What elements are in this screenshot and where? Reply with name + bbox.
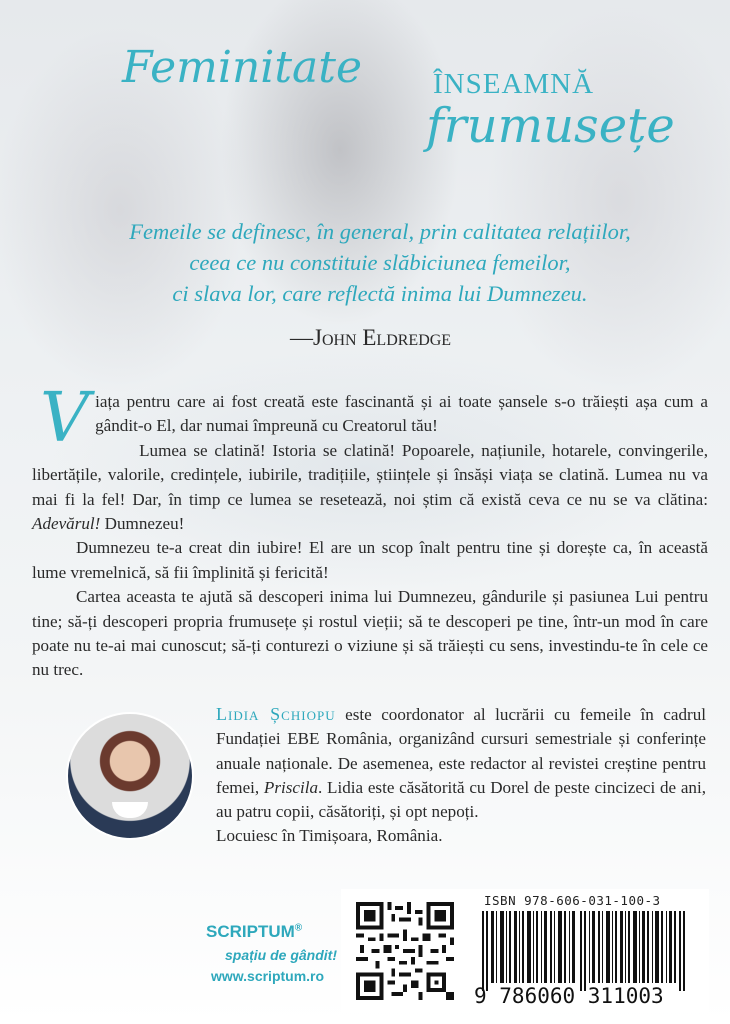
magazine-name: Priscila [263,777,319,797]
quote-author: —John Eldredge [290,325,452,350]
epigraph-quote [60,216,700,309]
paragraph-1: Viața pentru care ai fost creată este fascinantă și ai toate șansele s-o trăiești așa cum a gândit-o El, dar numai împreună cu Creatorul tău! [40,379,708,458]
paragraph-2: Lumea se clatină! Istoria se clatină! Popoarele, națiunile, hotarele, convingerile, libertățile, valorile, credințele, iubirile, tradițiile, științele și însăși viața se clatină. Lumea nu va mai fi la fel! Dar, în timp ce lumea se resetează, noi știm că există ceva ce nu se va clătina: Adevărul! Dumnezeu! [32,440,708,534]
title-inseamna: ÎNSEAMNĂ [433,68,595,100]
paragraph-3: Dumnezeu te-a creat din iubire! El are un scop înalt pentru tine și dorește ca, în această lume vremelnică, să fii împlinită și fericită! [32,538,708,582]
book-description [32,379,708,683]
isbn-label: ISBN 978-606-031-100-3 [484,893,661,908]
qr-code-icon [356,902,454,1000]
emphasis-adevarul: Adevărul! [32,514,101,534]
quote-line: Femeile se definesc, în general, prin calitatea relațiilor, [129,219,631,244]
quote-line: ceea ce nu constituie slăbiciunea femeilor, [189,250,571,275]
drop-cap: V [40,379,90,458]
author-photo [68,714,192,838]
publisher-url[interactable]: www.scriptum.ro [211,968,325,984]
publisher-slogan: spațiu de gândit! [225,947,337,963]
publisher-logo: SCRIPTUM® [206,922,303,941]
barcode-icon [474,911,704,991]
author-name: Lidia Șchiopu [216,704,336,724]
author-bio: Lidia Șchiopu este coordonator al lucrării cu femeile în cadrul Fundației EBE România, organizând cursuri semestriale și conferințe anuale naționale. De asemenea, este redactor al revistei creștine pentru femei, Priscila. Lidia este căsătorită cu Dorel de peste cincizeci de ani, au patru copii, căsătoriți, și opt nepoți. Locuiesc în Timișoara, România. [216,702,706,849]
title-feminitate: Feminitate [122,42,363,93]
barcode-digits: 9 786060 311003 [474,984,664,1008]
paragraph-4: Cartea aceasta te ajută să descoperi inima lui Dumnezeu, gândurile și pasiunea Lui pentru tine; să-ți descoperi propria frumusețe și rostul vieții; să te descoperi pe tine, într-un mod în care poate nu te-ai mai cunoscut; să-ți conturezi o viziune și să trăiești cu sens, investindu-te în cele ce nu trec. [32,587,708,680]
quote-line: ci slava lor, care reflectă inima lui Dumnezeu. [172,281,588,306]
title-frumusete: frumusețe [426,98,675,154]
author-location: Locuiesc în Timișoara, România. [216,826,443,846]
